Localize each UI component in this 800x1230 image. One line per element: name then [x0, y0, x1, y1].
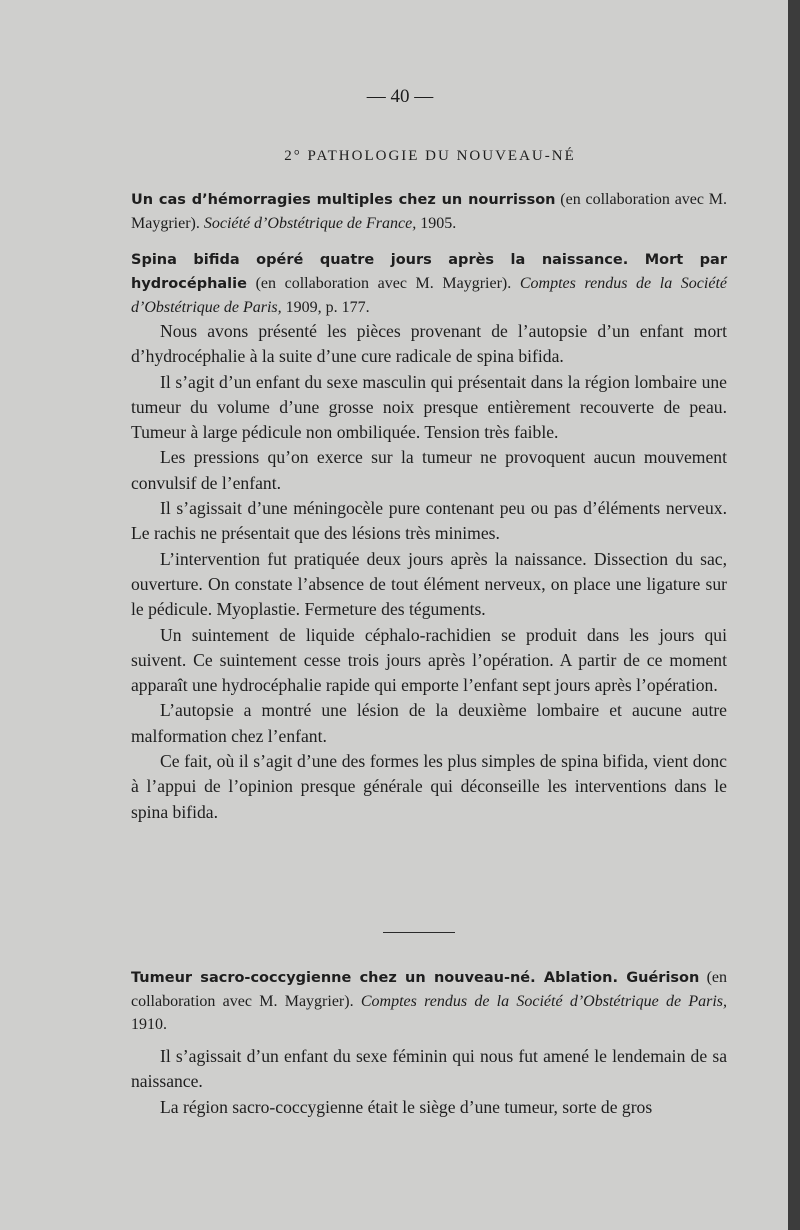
entry-title: Un cas d’hémorragies multiples chez un nourrisson — [131, 192, 556, 208]
entry-2-body — [131, 319, 727, 825]
entry-title: Spina bifida opéré quatre jours après la naissance. Mort par hydrocéphalie — [131, 252, 727, 292]
entry-journal: Comptes rendus de la Société d’Obstétrique de Paris, — [360, 993, 727, 1010]
paragraph: Les pressions qu’on exerce sur la tumeur ne provoquent aucun mouvement convulsif de l’enfant. — [131, 447, 727, 493]
paragraph: L’intervention fut pratiquée deux jours après la naissance. Dissection du sac, ouverture. On constate l’absence de tout élément nerveux, on place une ligature sur le pédicule. Myoplastie. Fermeture des téguments. — [131, 548, 727, 620]
paragraph: La région sacro-coccygienne était le siège d’une tumeur, sorte de gros — [160, 1096, 653, 1117]
paragraph: Il s’agit d’un enfant du sexe masculin qui présentait dans la région lombaire une tumeur du volume d’une grosse noix presque entièrement recouverte de peau. Tumeur à large pédicule non ombiliquée. Tension très faible. — [131, 371, 727, 443]
bibliography-entry-3 — [131, 966, 727, 1036]
paragraph: Il s’agissait d’un enfant du sexe féminin qui nous fut amené le lendemain de sa naissance. — [131, 1046, 727, 1092]
entry-collab: (en collaboration avec M. Maygrier). — [131, 191, 728, 232]
section-divider — [383, 932, 455, 933]
entry-year: 1909, p. 177. — [281, 299, 370, 316]
paragraph: Il s’agissait d’une méningocèle pure contenant peu ou pas d’éléments nerveux. Le rachis ne présentait que des lésions très minimes. — [131, 498, 727, 544]
entry-title: Tumeur sacro-coccygienne chez un nouveau-né. Ablation. Guérison — [131, 970, 700, 986]
paragraph: Nous avons présenté les pièces provenant de l’autopsie d’un enfant mort d’hydrocéphalie à la suite d’une cure radicale de spina bifida. — [131, 321, 727, 367]
paragraph: L’autopsie a montré une lésion de la deuxième lombaire et aucune autre malformation chez l’enfant. — [131, 700, 727, 746]
entry-3-body — [131, 1044, 727, 1120]
entry-journal: Comptes rendus de la Société d’Obstétrique de Paris, — [131, 275, 727, 316]
entry-collab: (en collaboration avec M. Maygrier). — [246, 275, 520, 292]
entry-year: 1905. — [416, 215, 457, 232]
page-edge-shadow — [788, 0, 800, 1230]
entry-year: 1910. — [131, 1016, 167, 1033]
paragraph: Ce fait, où il s’agit d’une des formes les plus simples de spina bifida, vient donc à l’appui de l’opinion presque générale qui déconseille les interventions dans le spina bifida. — [131, 751, 727, 822]
paragraph: Un suintement de liquide céphalo-rachidien se produit dans les jours qui suivent. Ce suintement cesse trois jours après l’opération. A partir de ce moment apparaît une hydrocéphalie rapide qui emporte l’enfant sept jours après l’opération. — [131, 624, 727, 696]
bibliography-entry-1 — [131, 188, 727, 235]
page-number: — 40 — — [366, 86, 434, 107]
entry-collab: (en collaboration avec M. Maygrier). — [131, 969, 727, 1010]
bibliography-entry-2 — [131, 248, 727, 319]
entry-journal: Société d’Obstétrique de France, — [203, 215, 417, 232]
section-title: 2° PATHOLOGIE DU NOUVEAU-NÉ — [284, 148, 576, 164]
